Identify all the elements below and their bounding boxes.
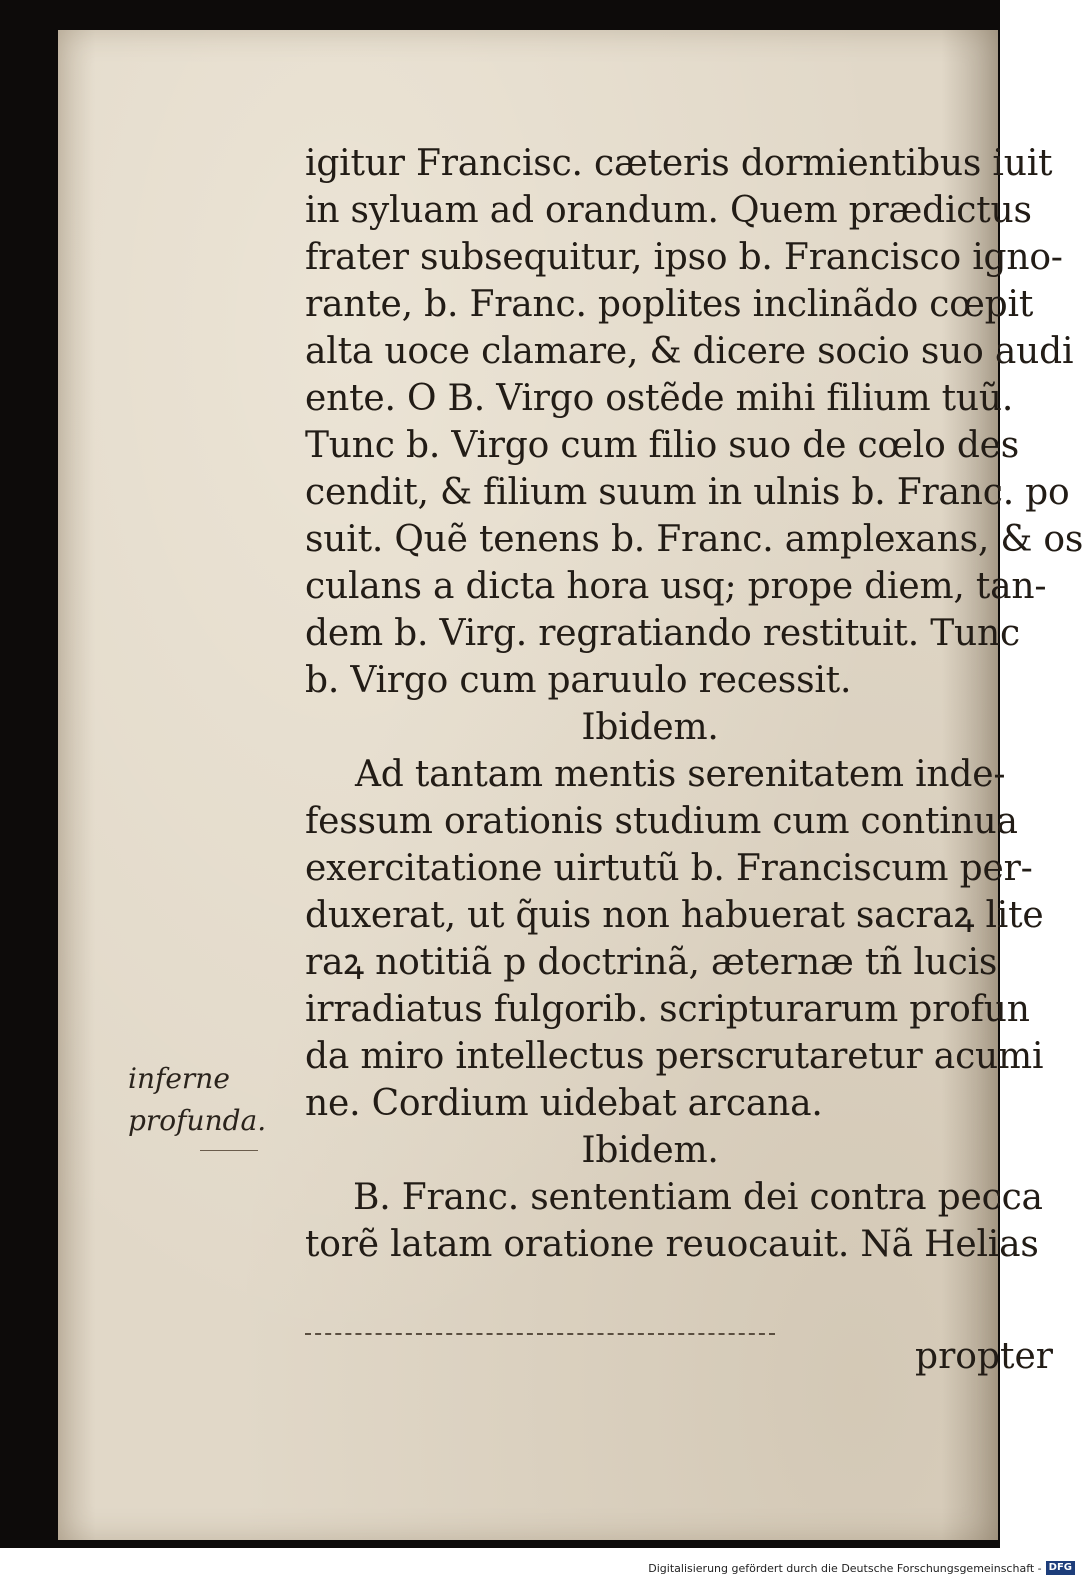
marginal-note	[128, 1058, 268, 1142]
marginal-note-line: inferne	[128, 1062, 230, 1095]
text-line: culans a dicta hora usq; prope diem, tan-	[305, 566, 1047, 607]
section-heading: Ibidem.	[581, 707, 719, 748]
section-heading: Ibidem.	[581, 1130, 719, 1171]
paragraph-line: B. Franc. sententiam dei contra pecca	[353, 1177, 1043, 1218]
marginal-note-line: profunda.	[128, 1104, 267, 1137]
credit-text: Digitalisierung gefördert durch die Deutsche Forschungsgemeinschaft -	[648, 1561, 1042, 1575]
text-line: frater subsequitur, ipso b. Francisco igno-	[305, 237, 1063, 278]
text-line: igitur Francisc. cæteris dormientibus iuit	[305, 143, 1053, 184]
text-line: dem b. Virg. regratiando restituit. Tunc	[305, 613, 1020, 654]
paragraph-line: irradiatus fulgorib. scripturarum profun	[305, 989, 1030, 1030]
paragraph-line: duxerat, ut q̃uis non habuerat sacraꝝ lite	[305, 895, 1044, 936]
text-line: suit. Quẽ tenens b. Franc. amplexans, & os	[305, 519, 1083, 560]
text-line: cendit, & filium suum in ulnis b. Franc. po	[305, 472, 1070, 513]
paragraph-line: raꝝ notitiã p doctrinã, æternæ tñ lucis	[305, 942, 998, 983]
paragraph-line: Ad tantam mentis serenitatem inde-	[355, 754, 1006, 795]
paragraph-line: torẽ latam oratione reuocauit. Nã Helias	[305, 1224, 1039, 1265]
text-line: in syluam ad orandum. Quem prædictus	[305, 190, 1032, 231]
dfg-logo-icon: DFG	[1046, 1561, 1075, 1575]
catchword: propter	[915, 1336, 1053, 1377]
text-line: b. Virgo cum paruulo recessit.	[305, 660, 852, 701]
digitization-credit	[648, 1561, 1075, 1575]
paragraph-line: da miro intellectus perscrutaretur acumi	[305, 1036, 1044, 1077]
text-line: rante, b. Franc. poplites inclinãdo cœpit	[305, 284, 1034, 325]
marginal-rule	[200, 1150, 258, 1151]
manuscript-underline	[305, 1333, 775, 1335]
paragraph-line: fessum orationis studium cum continua	[305, 801, 1018, 842]
paragraph-line: exercitatione uirtutũ b. Franciscum per-	[305, 848, 1033, 889]
text-line: Tunc b. Virgo cum filio suo de cœlo des	[305, 425, 1020, 466]
text-line: ente. O B. Virgo ostẽde mihi filium tuũ.	[305, 378, 1014, 419]
paragraph-line: ne. Cordium uidebat arcana.	[305, 1083, 823, 1124]
main-text-block	[305, 140, 1083, 1268]
text-line: alta uoce clamare, & dicere socio suo audi	[305, 331, 1074, 372]
